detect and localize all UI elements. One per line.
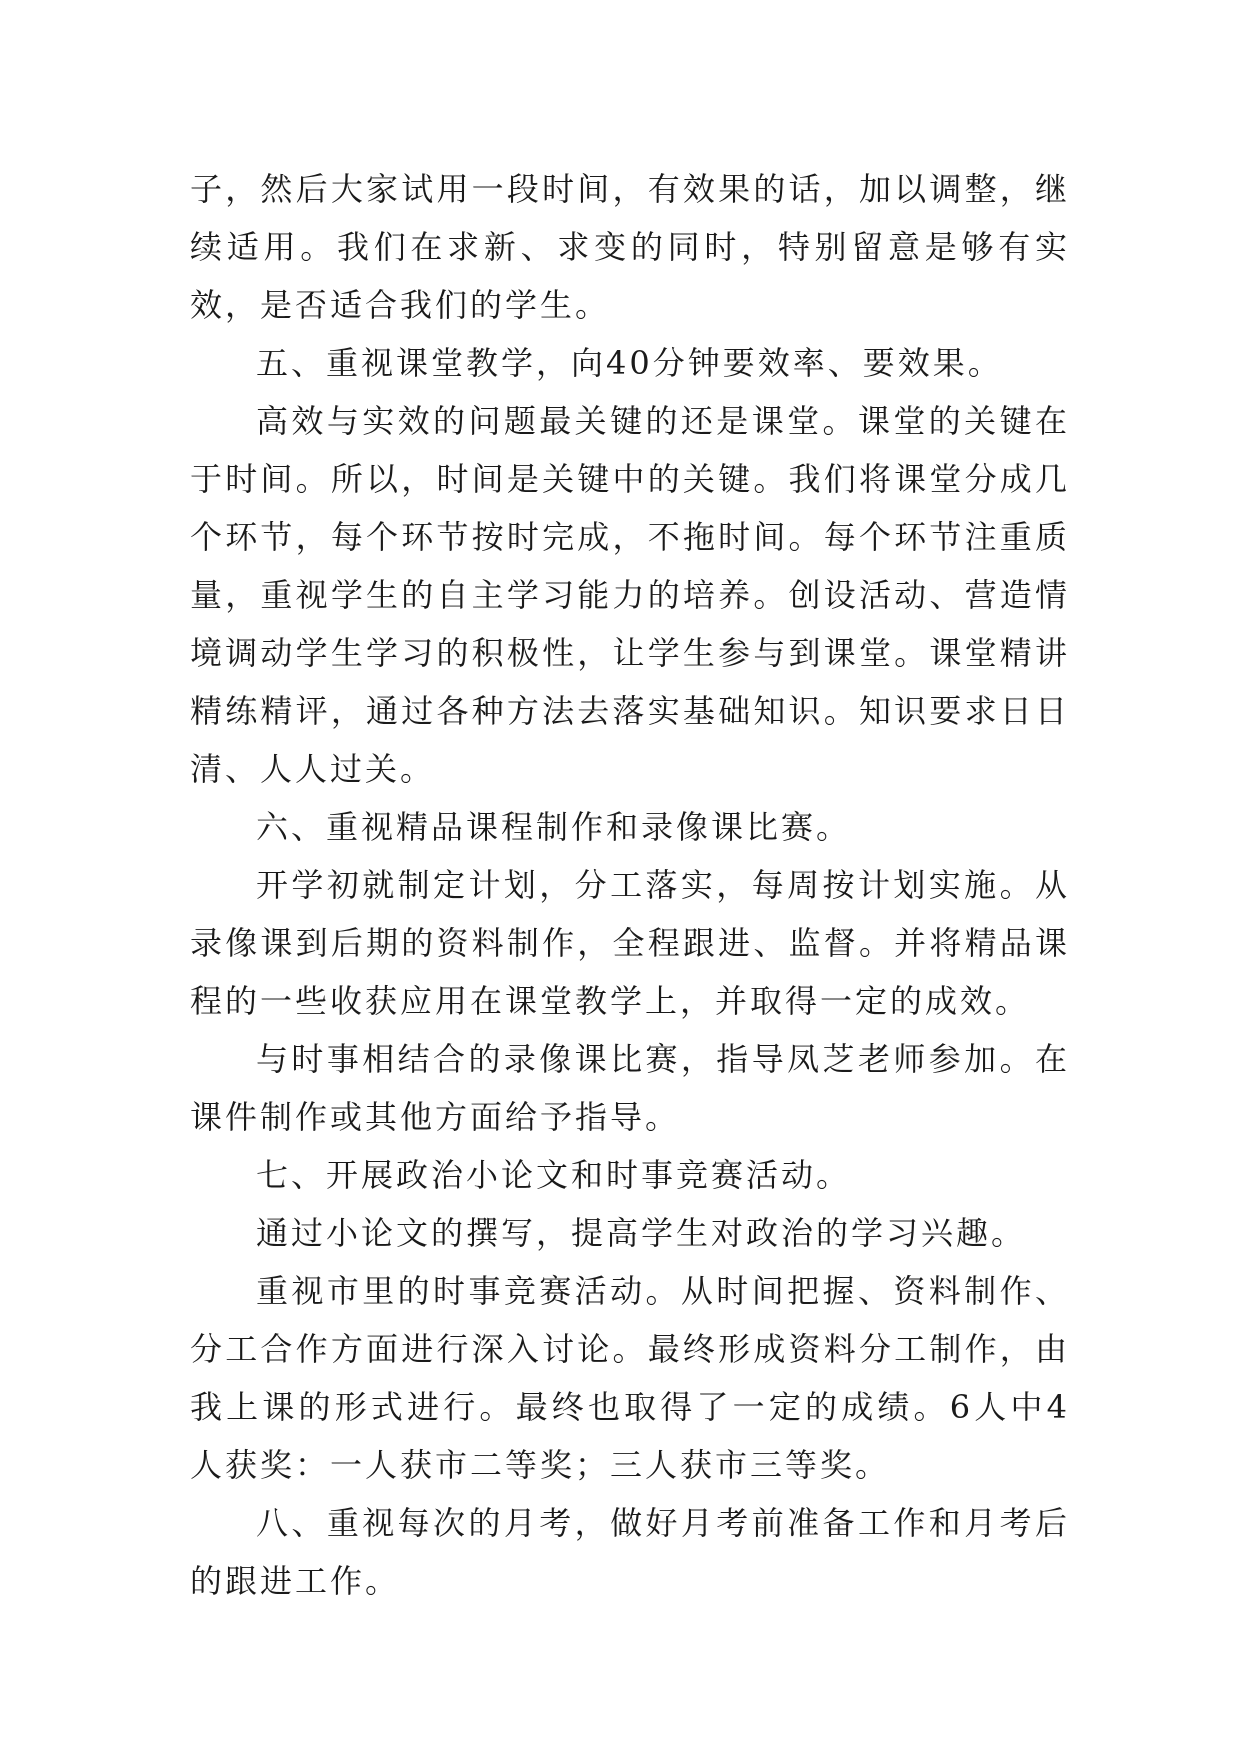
- heading-section-6: 六、重视精品课程制作和录像课比赛。: [256, 808, 852, 846]
- paragraph-classroom-efficiency: 高效与实效的问题最关键的还是课堂。课堂的关键在于时间。所以，时间是关键中的关键。我们将课堂分成几个环节，每个环节按时完成，不拖时间。每个环节注重质量，重视学生的自主学习能力的培养。创设活动、营造情境调动学生学习的积极性，让学生参与到课堂。课堂精讲精练精评，通过各种方法去落实基础知识。知识要求日日清、人人过关。: [190, 402, 1070, 788]
- paragraph-current-affairs-contest: 重视市里的时事竞赛活动。从时间把握、资料制作、分工合作方面进行深入讨论。最终形成资料分工制作，由我上课的形式进行。最终也取得了一定的成绩。6人中4人获奖：一人获市二等奖；三人获市三等奖。: [190, 1272, 1070, 1484]
- document-body: [190, 160, 1070, 1610]
- heading-section-5: 五、重视课堂教学，向40分钟要效率、要效果。: [256, 344, 1003, 382]
- paragraph-continuation: 子，然后大家试用一段时间，有效果的话，加以调整，继续适用。我们在求新、求变的同时，特别留意是够有实效，是否适合我们的学生。: [190, 170, 1070, 324]
- heading-section-8: 八、重视每次的月考，做好月考前准备工作和月考后的跟进工作。: [190, 1504, 1070, 1600]
- paragraph-video-lesson-contest: 与时事相结合的录像课比赛，指导凤芝老师参加。在课件制作或其他方面给予指导。: [190, 1040, 1070, 1136]
- heading-section-7: 七、开展政治小论文和时事竞赛活动。: [256, 1156, 852, 1194]
- paragraph-essay-writing: 通过小论文的撰写，提高学生对政治的学习兴趣。: [256, 1214, 1027, 1252]
- paragraph-quality-course-plan: 开学初就制定计划，分工落实，每周按计划实施。从录像课到后期的资料制作，全程跟进、监督。并将精品课程的一些收获应用在课堂教学上，并取得一定的成效。: [190, 866, 1070, 1020]
